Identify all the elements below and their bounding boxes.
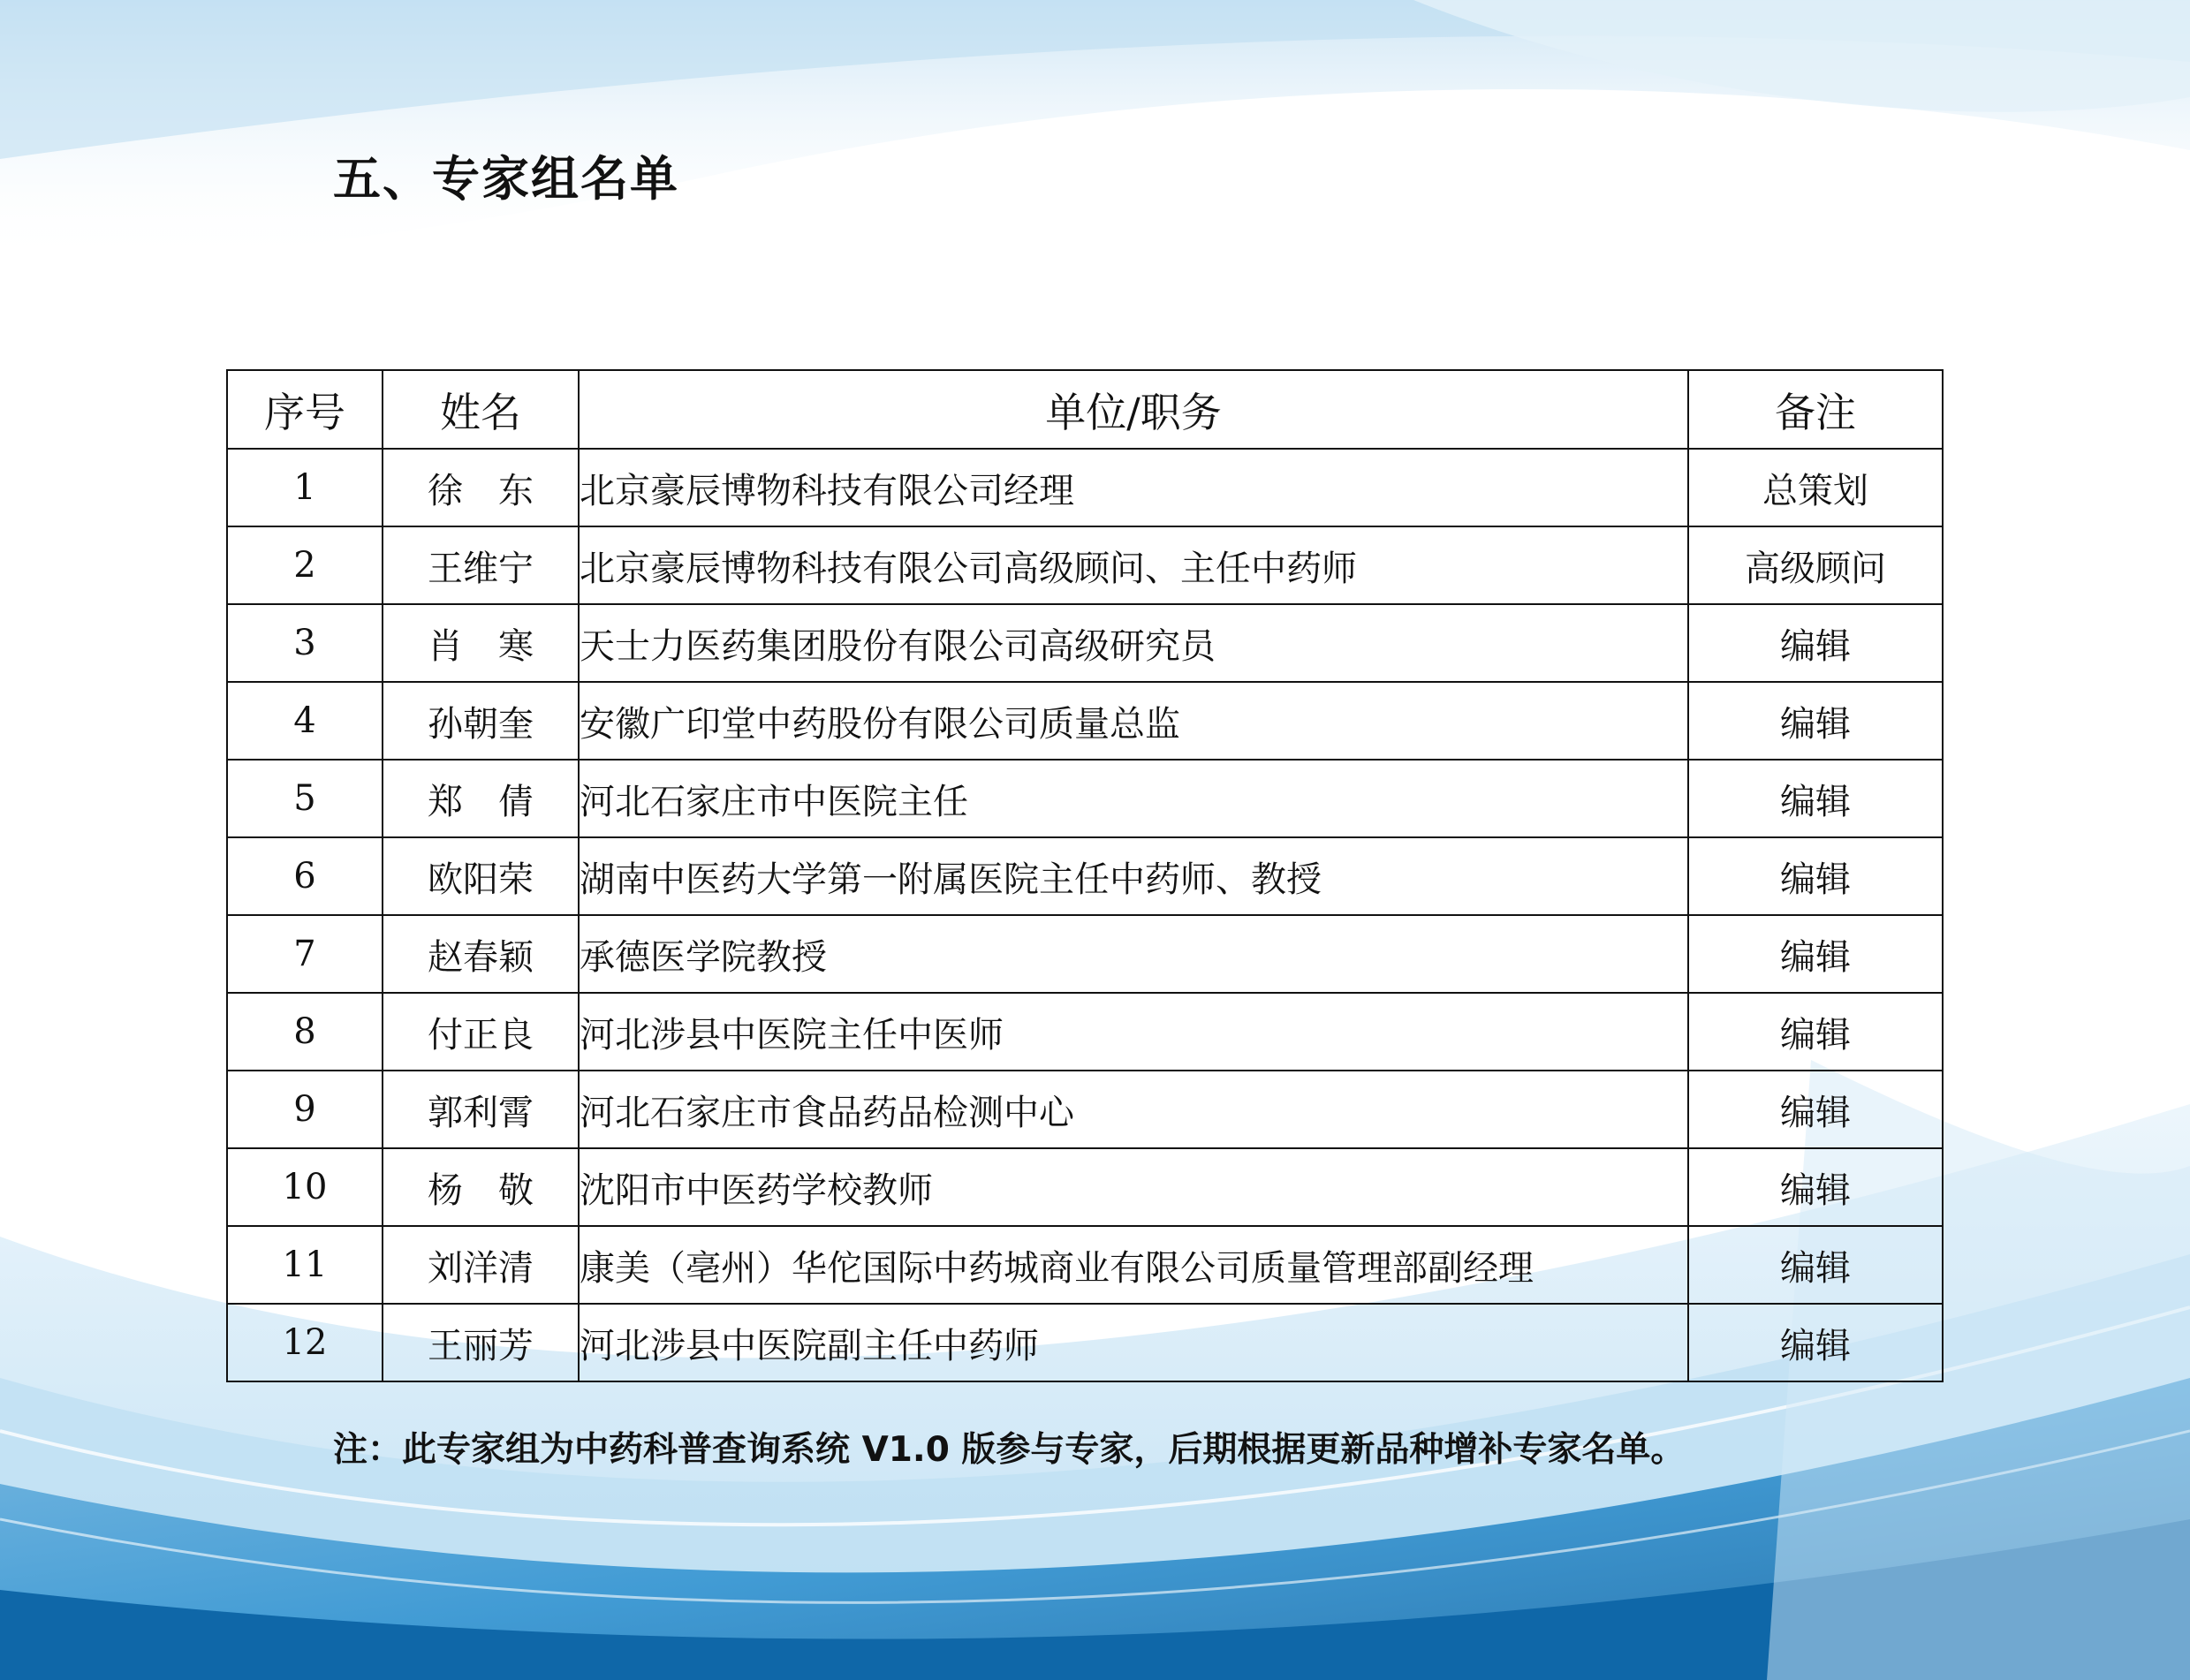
header-name: 姓名 (383, 370, 579, 449)
cell-note: 编辑 (1688, 1226, 1943, 1304)
cell-number: 4 (227, 682, 383, 760)
cell-note: 编辑 (1688, 760, 1943, 837)
table-row (227, 915, 1943, 993)
cell-unit: 安徽广印堂中药股份有限公司质量总监 (579, 682, 1688, 760)
cell-unit: 承德医学院教授 (579, 915, 1688, 993)
cell-note: 高级顾问 (1688, 526, 1943, 604)
cell-note: 编辑 (1688, 1071, 1943, 1148)
cell-name: 付正良 (383, 993, 579, 1071)
cell-note: 编辑 (1688, 837, 1943, 915)
table-row (227, 760, 1943, 837)
cell-note: 编辑 (1688, 1304, 1943, 1381)
cell-name: 郭利霄 (383, 1071, 579, 1148)
cell-name: 赵春颖 (383, 915, 579, 993)
cell-number: 5 (227, 760, 383, 837)
cell-unit: 河北涉县中医院主任中医师 (579, 993, 1688, 1071)
header-remarks: 备注 (1688, 370, 1943, 449)
cell-note: 总策划 (1688, 449, 1943, 526)
table-row (227, 682, 1943, 760)
cell-name: 徐 东 (383, 449, 579, 526)
cell-unit: 河北涉县中医院副主任中药师 (579, 1304, 1688, 1381)
expert-table (226, 369, 1944, 1382)
cell-number: 9 (227, 1071, 383, 1148)
table-row (227, 1226, 1943, 1304)
cell-name: 王维宁 (383, 526, 579, 604)
cell-note: 编辑 (1688, 1148, 1943, 1226)
cell-name: 刘洋清 (383, 1226, 579, 1304)
table-row (227, 837, 1943, 915)
table-row (227, 1071, 1943, 1148)
page-title: 五、专家组名单 (333, 151, 679, 207)
cell-number: 12 (227, 1304, 383, 1381)
cell-name: 杨 敬 (383, 1148, 579, 1226)
header-number: 序号 (227, 370, 383, 449)
table-row (227, 993, 1943, 1071)
cell-unit: 湖南中医药大学第一附属医院主任中药师、教授 (579, 837, 1688, 915)
cell-note: 编辑 (1688, 604, 1943, 682)
cell-unit: 河北石家庄市食品药品检测中心 (579, 1071, 1688, 1148)
cell-unit: 北京豪辰博物科技有限公司高级顾问、主任中药师 (579, 526, 1688, 604)
table-row (227, 604, 1943, 682)
table-row (227, 1304, 1943, 1381)
cell-unit: 河北石家庄市中医院主任 (579, 760, 1688, 837)
cell-unit: 康美（亳州）华佗国际中药城商业有限公司质量管理部副经理 (579, 1226, 1688, 1304)
cell-name: 孙朝奎 (383, 682, 579, 760)
cell-number: 6 (227, 837, 383, 915)
cell-number: 2 (227, 526, 383, 604)
cell-unit: 北京豪辰博物科技有限公司经理 (579, 449, 1688, 526)
cell-note: 编辑 (1688, 993, 1943, 1071)
cell-number: 3 (227, 604, 383, 682)
cell-name: 郑 倩 (383, 760, 579, 837)
table-row (227, 449, 1943, 526)
cell-unit: 沈阳市中医药学校教师 (579, 1148, 1688, 1226)
cell-note: 编辑 (1688, 915, 1943, 993)
cell-unit: 天士力医药集团股份有限公司高级研究员 (579, 604, 1688, 682)
cell-number: 8 (227, 993, 383, 1071)
table-header-row (227, 370, 1943, 449)
table-row (227, 526, 1943, 604)
cell-number: 7 (227, 915, 383, 993)
cell-number: 10 (227, 1148, 383, 1226)
cell-note: 编辑 (1688, 682, 1943, 760)
cell-name: 肖 寒 (383, 604, 579, 682)
table-row (227, 1148, 1943, 1226)
cell-number: 11 (227, 1226, 383, 1304)
cell-name: 王丽芳 (383, 1304, 579, 1381)
header-unit-position: 单位/职务 (579, 370, 1688, 449)
footnote: 注：此专家组为中药科普查询系统 V1.0 版参与专家，后期根据更新品种增补专家名单。 (333, 1430, 1686, 1470)
cell-number: 1 (227, 449, 383, 526)
cell-name: 欧阳荣 (383, 837, 579, 915)
